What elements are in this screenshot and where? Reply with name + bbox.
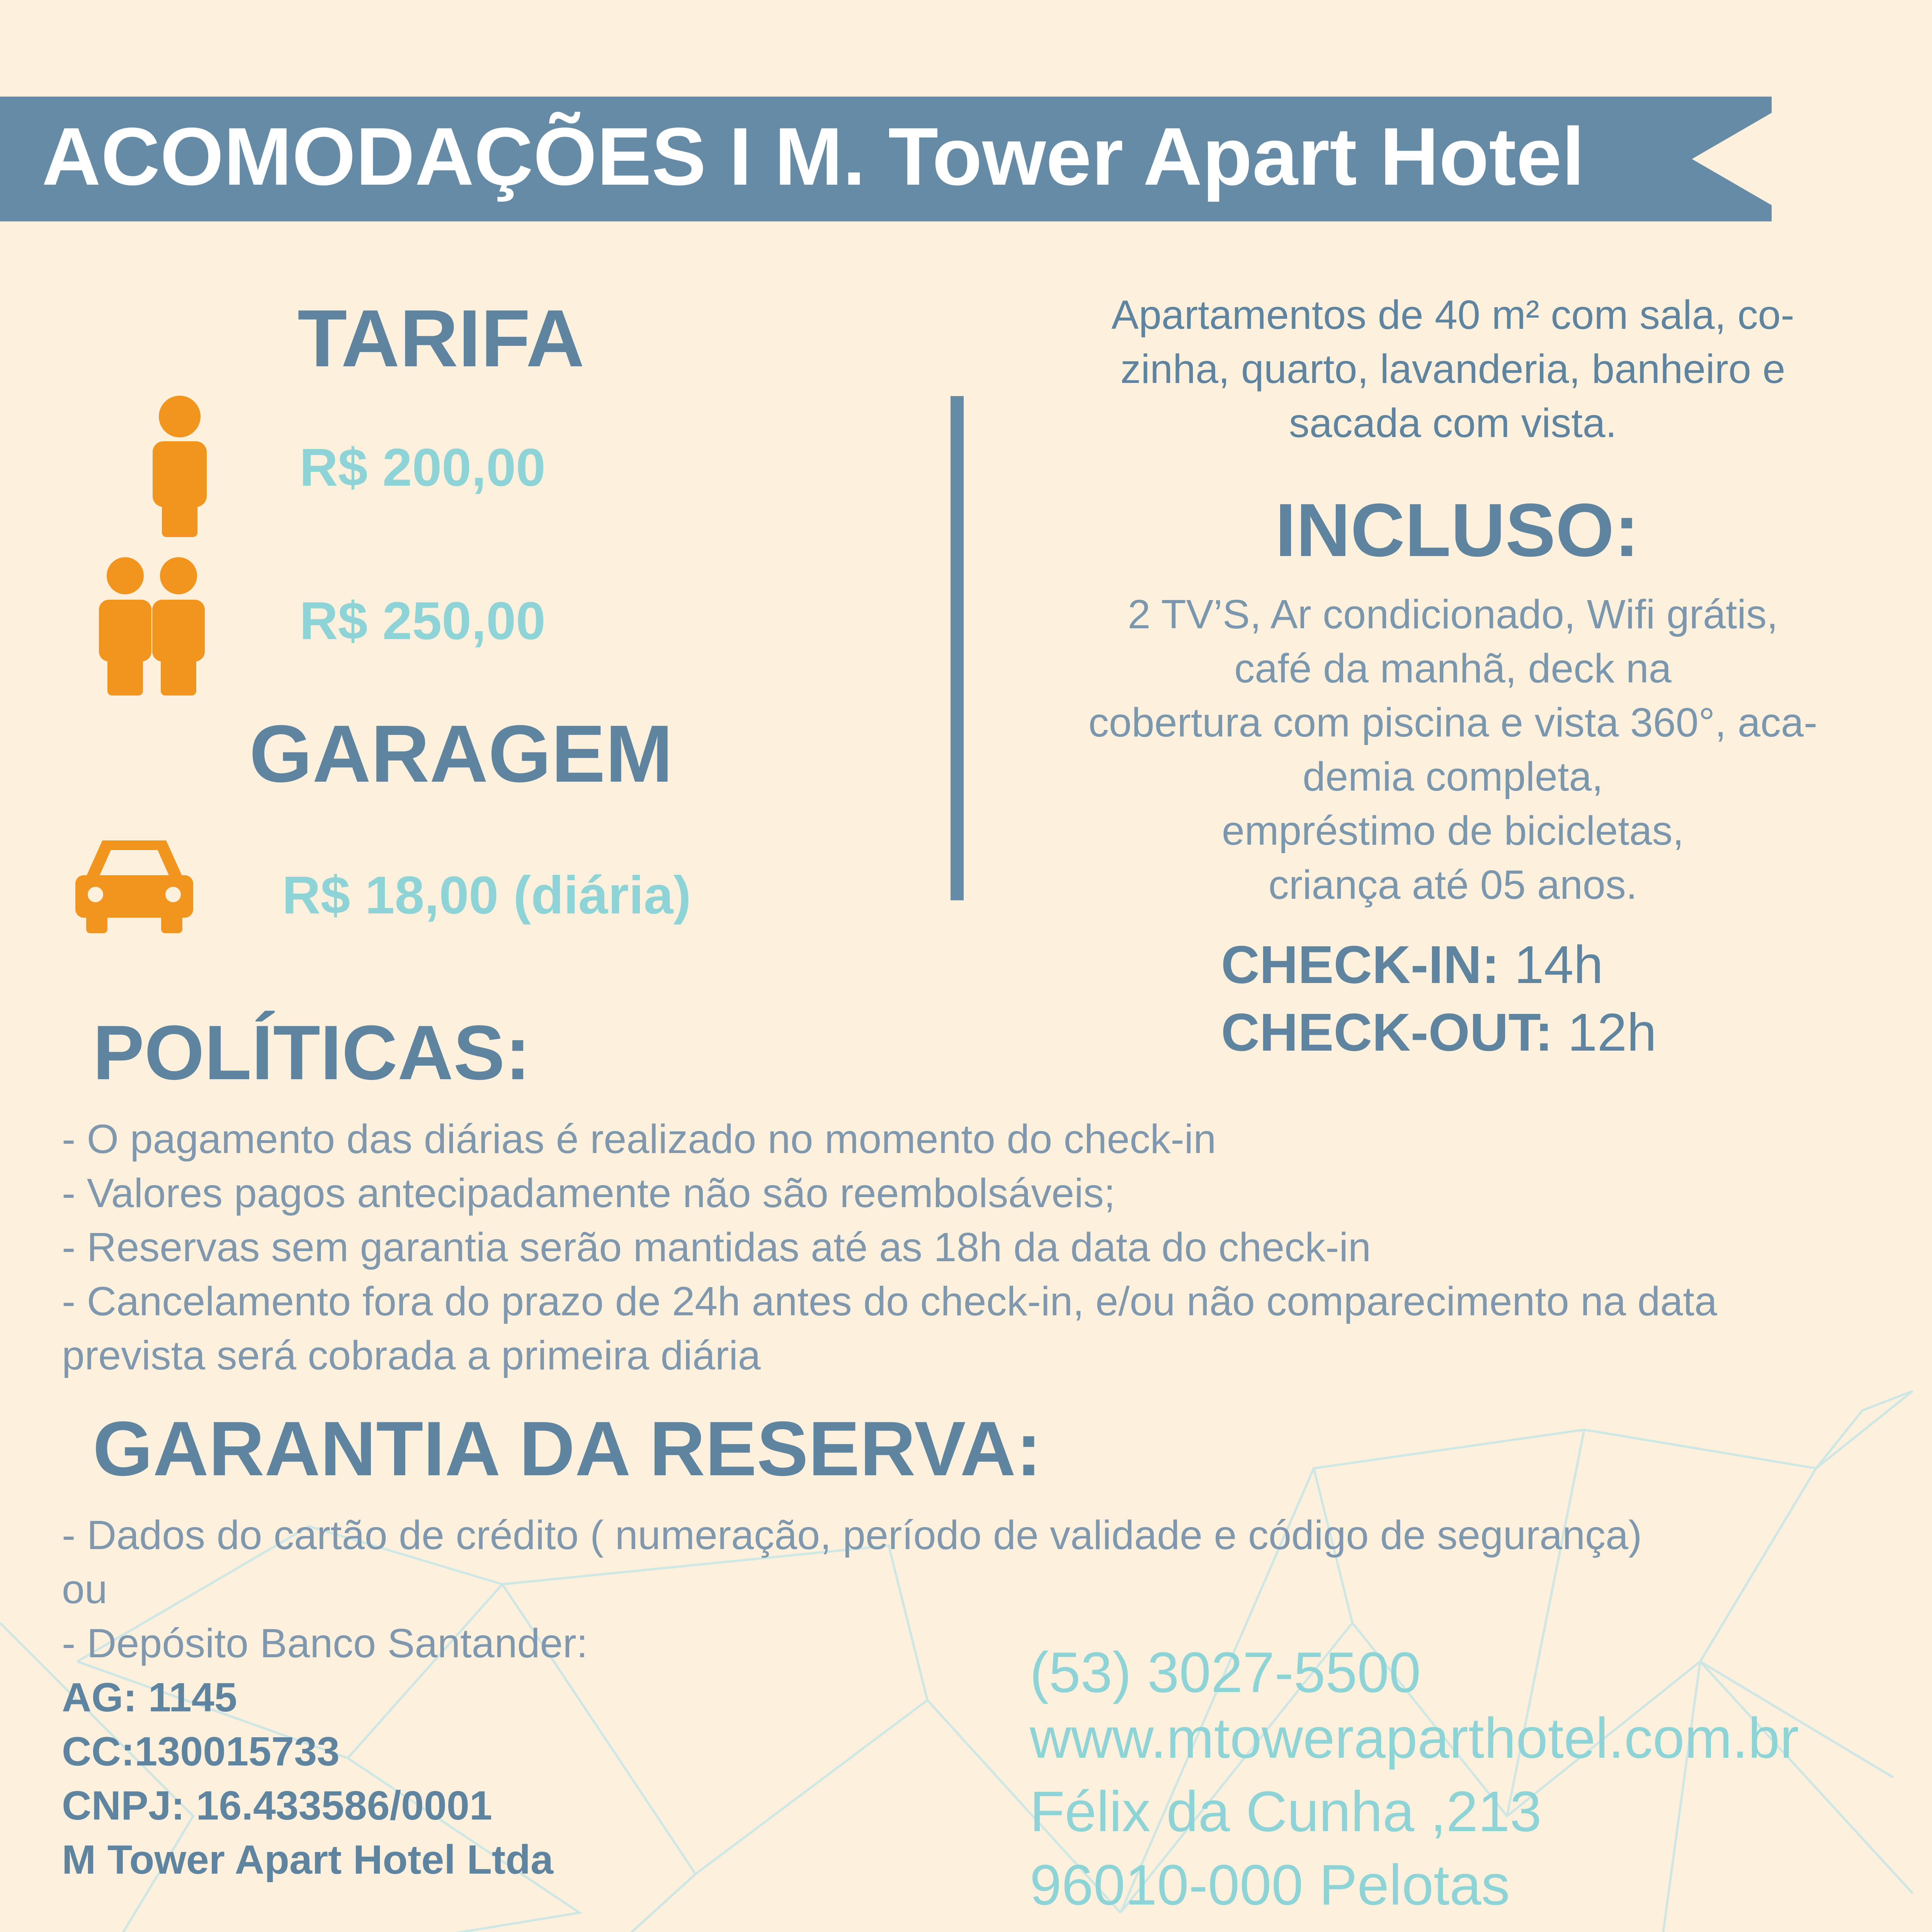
policy-line: - Valores pagos antecipadamente não são reembolsáveis; [62,1170,1116,1216]
garagem-heading: GARAGEM [249,708,673,799]
guarantee-line: ou [62,1566,107,1612]
politicas-heading: POLÍTICAS: [93,1010,531,1096]
checkout-line [1221,1001,1656,1065]
person-icon [153,394,207,537]
car-icon [75,837,193,933]
incluso-line: criança até 05 anos. [1268,862,1638,908]
phone-number[interactable]: (53) 3027-5500 [1030,1641,1421,1704]
vertical-divider [951,396,964,900]
incluso-line: 2 TV’S, Ar condicionado, Wifi grátis, [1128,592,1778,637]
incluso-heading: INCLUSO: [1275,488,1639,572]
company-cnpj: CNPJ: 16.433586/0001 [62,1783,492,1828]
two-people-icon [97,556,206,696]
incluso-line: café da manhã, deck na [1234,646,1672,691]
apartment-description [1043,288,1862,450]
incluso-list [1043,587,1862,912]
policy-line: - O pagamento das diárias é realizado no momento do check-in [62,1116,1216,1162]
policy-line: - Reservas sem garantia serão mantidas até as 18h da data do check-in [62,1225,1371,1270]
website-link[interactable]: www.mtoweraparthotel.com.br [1030,1706,1799,1770]
garantia-heading: GARANTIA DA RESERVA: [93,1406,1042,1492]
garage-price: R$ 18,00 (diária) [282,866,691,925]
single-price: R$ 200,00 [299,438,546,497]
guarantee-line: - Dados do cartão de crédito ( numeração, período de validade e código de segurança) [62,1512,1642,1558]
policy-line: prevista será cobrada a primeira diária [62,1333,761,1378]
tarifa-heading: TARIFA [298,293,585,384]
address-city: 96010-000 Pelotas [1030,1853,1510,1917]
incluso-line: demia completa, [1303,754,1603,799]
incluso-line: empréstimo de bicicletas, [1222,808,1684,854]
incluso-line: cobertura com piscina e vista 360°, aca- [1088,700,1818,745]
bank-account: CC:130015733 [62,1729,340,1774]
bank-agency: AG: 1145 [62,1675,237,1720]
checkout-time: 12h [1553,1003,1657,1062]
description-line: Apartamentos de 40 m² com sala, co- [1111,292,1794,338]
checkout-label: CHECK-OUT: [1221,1003,1553,1062]
company-name: M Tower Apart Hotel Ltda [62,1837,553,1883]
description-line: zinha, quarto, lavanderia, banheiro e [1120,346,1786,392]
double-price: R$ 250,00 [299,591,546,651]
address-street: Félix da Cunha ,213 [1030,1780,1542,1844]
page-title: ACOMODAÇÕES I M. Tower Apart Hotel [42,111,1585,202]
guarantee-line: - Depósito Banco Santander: [62,1621,588,1666]
checkin-line [1221,933,1603,997]
policy-line: - Cancelamento fora do prazo de 24h antes do check-in, e/ou não comparecimento na data [62,1279,1717,1324]
description-line: sacada com vista. [1289,400,1617,446]
checkin-label: CHECK-IN: [1221,935,1500,995]
checkin-time: 14h [1499,935,1604,995]
